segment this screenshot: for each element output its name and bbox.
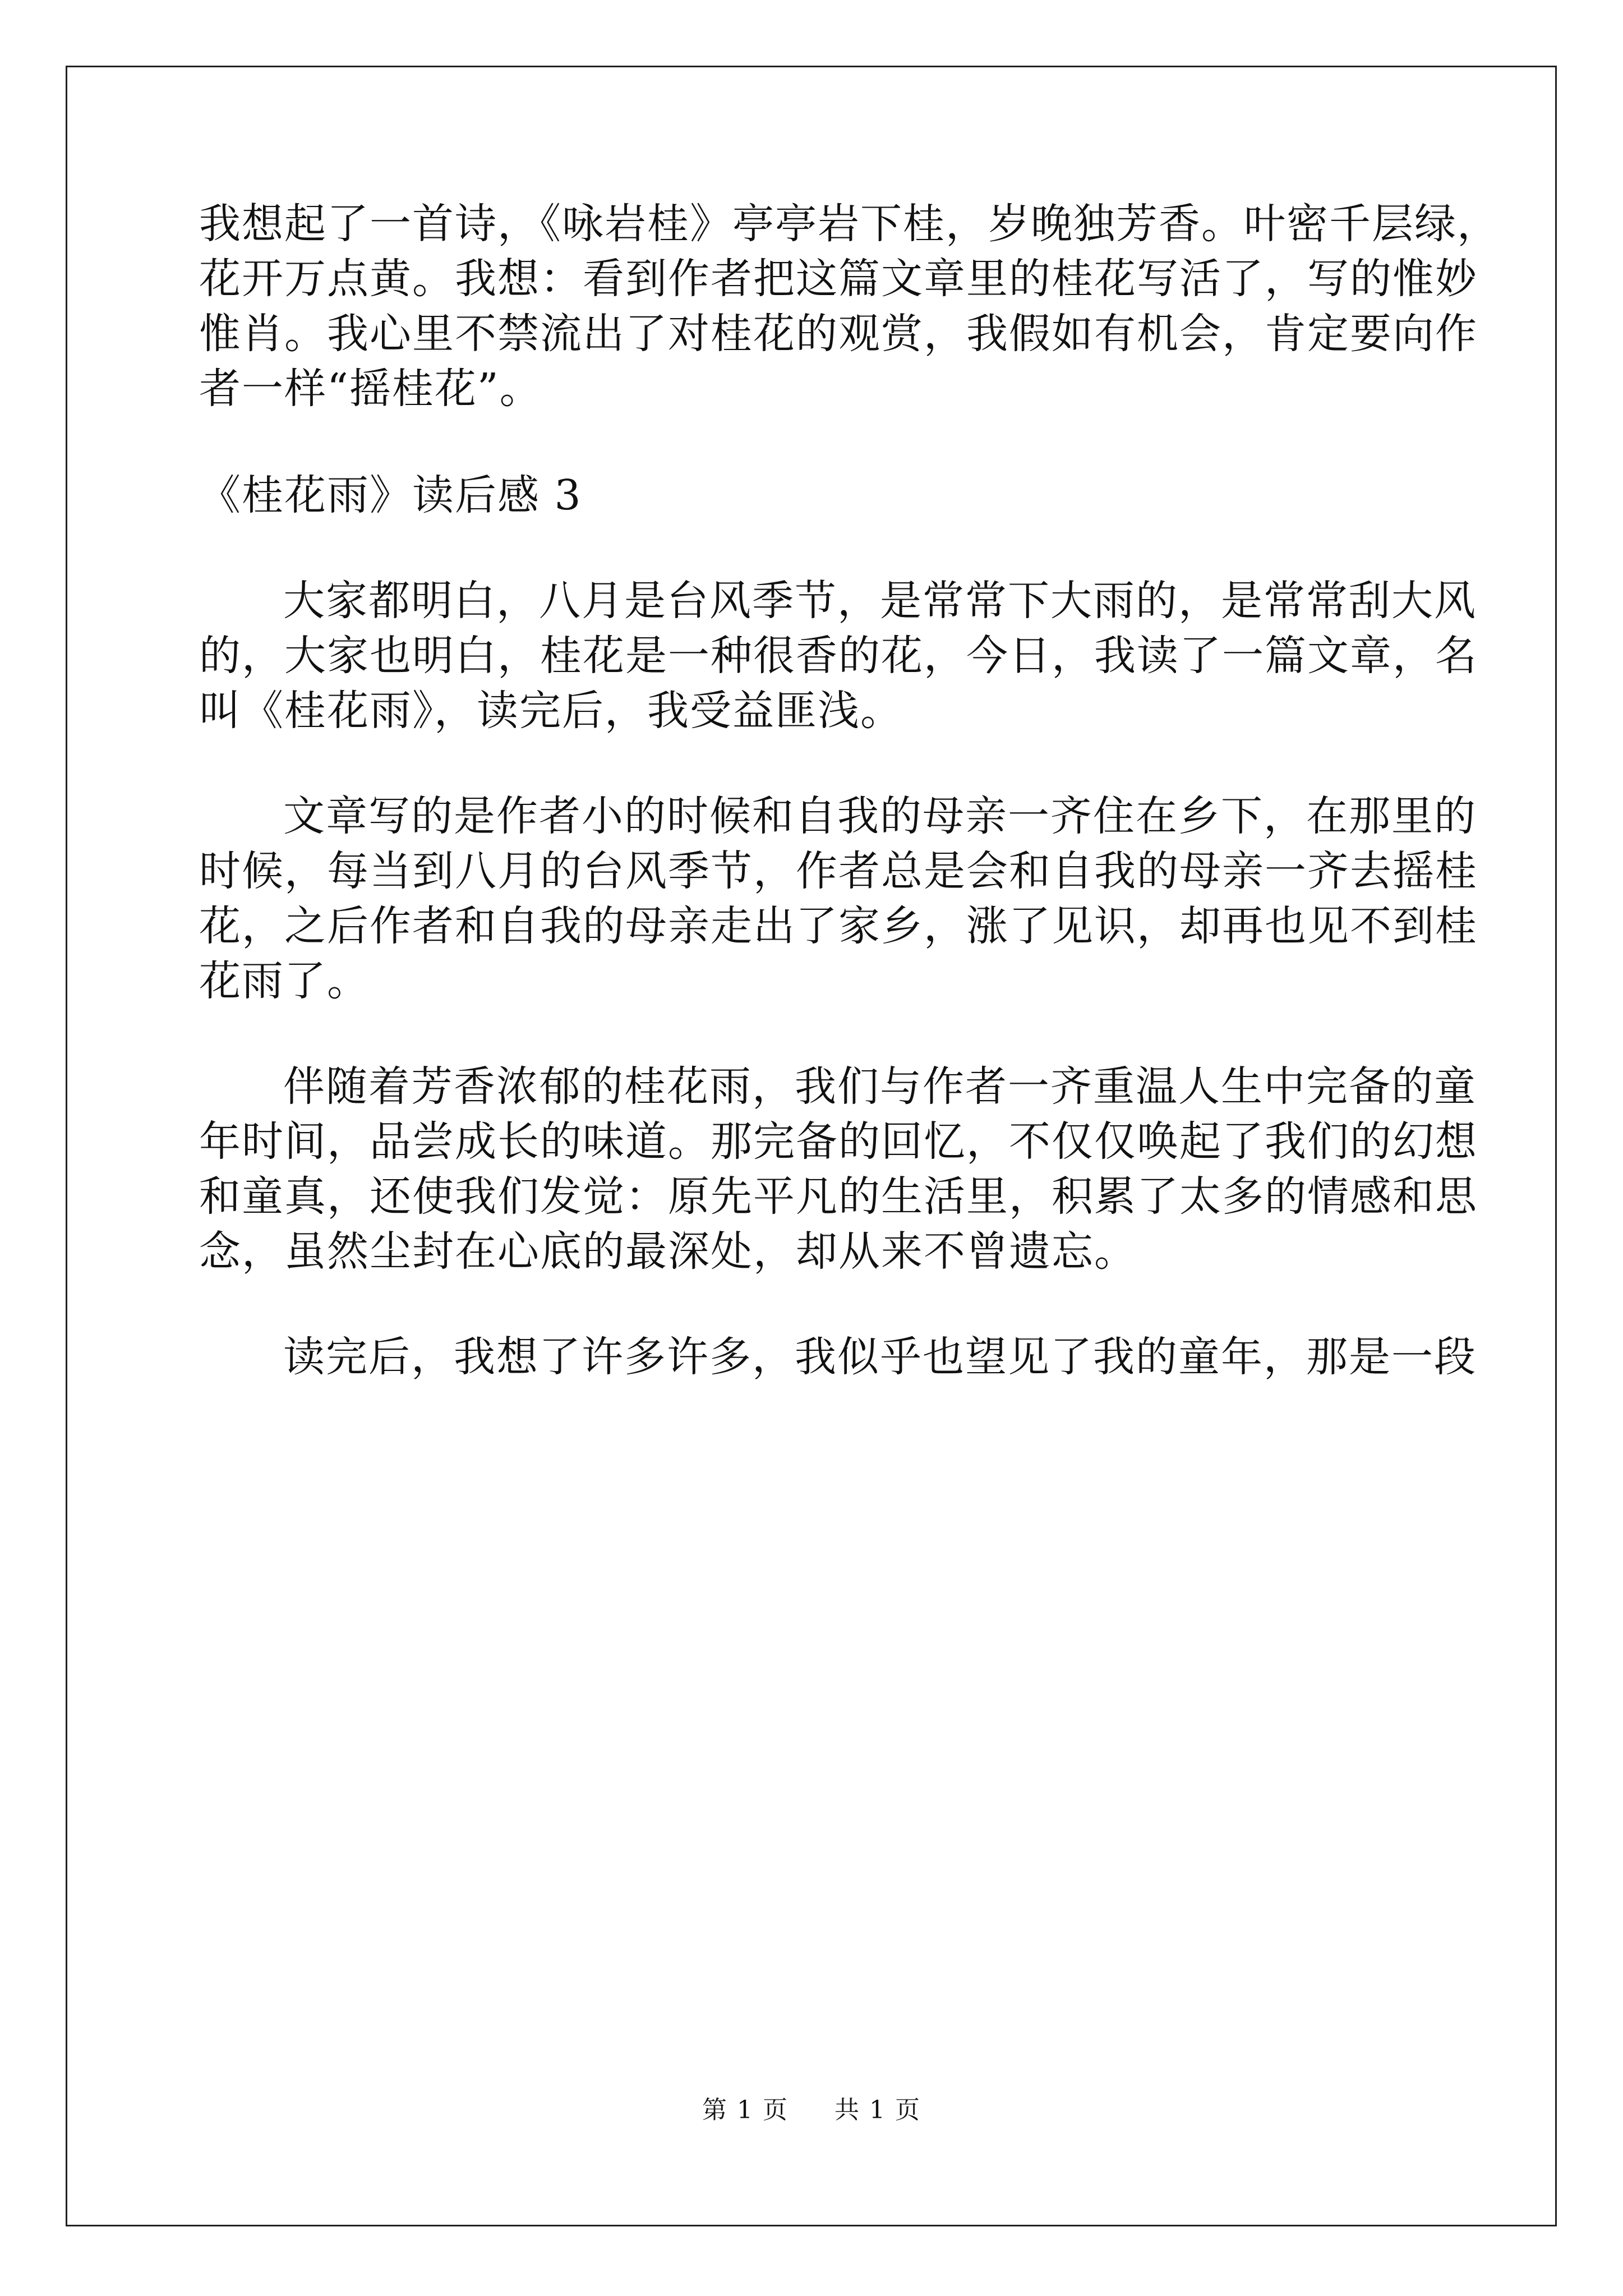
text-line: 叫《桂花雨》，读完后，我受益匪浅。 <box>199 687 903 735</box>
text-line: 我想起了一首诗，《咏岩桂》亭亭岩下桂，岁晚独芳香。叶密千层绿， <box>199 200 1500 248</box>
paragraph <box>199 573 1478 738</box>
page-number: 第 1 页 <box>702 2096 789 2124</box>
text-line: 年时间，品尝成长的味道。那完备的回忆，不仅仅唤起了我们的幻想 <box>199 1117 1478 1166</box>
text-line: 花雨了。 <box>199 957 370 1005</box>
text-line: 的，大家也明白，桂花是一种很香的花，今日，我读了一篇文章，名 <box>199 632 1478 680</box>
text-line: 时候，每当到八月的台风季节，作者总是会和自我的母亲一齐去摇桂 <box>199 847 1478 895</box>
page-total: 共 1 页 <box>834 2096 921 2124</box>
document-body <box>199 196 1500 1384</box>
paragraph <box>199 1329 1477 1384</box>
section-heading <box>199 468 1422 523</box>
text-line: 文章写的是作者小的时候和自我的母亲一齐住在乡下，在那里的 <box>283 792 1477 840</box>
text-line: 念，虽然尘封在心底的最深处，却从来不曾遗忘。 <box>199 1227 1137 1276</box>
text-line: 惟肖。我心里不禁流出了对桂花的观赏，我假如有机会，肯定要向作 <box>199 310 1478 358</box>
text-line: 花，之后作者和自我的母亲走出了家乡，涨了见识，却再也见不到桂 <box>199 902 1478 950</box>
heading-text: 《桂花雨》读后感 3 <box>199 471 582 519</box>
text-line: 花开万点黄。我想：看到作者把这篇文章里的桂花写活了，写的惟妙 <box>199 255 1478 303</box>
page-footer <box>0 2093 1623 2127</box>
paragraph <box>199 789 1478 1009</box>
text-line: 和童真，还使我们发觉：原先平凡的生活里，积累了太多的情感和思 <box>199 1172 1478 1221</box>
text-line: 读完后，我想了许多许多，我似乎也望见了我的童年，那是一段 <box>283 1333 1477 1381</box>
text-line: 伴随着芳香浓郁的桂花雨，我们与作者一齐重温人生中完备的童 <box>283 1062 1477 1111</box>
paragraph-continuation <box>199 196 1500 416</box>
text-line: 大家都明白，八月是台风季节，是常常下大雨的，是常常刮大风 <box>283 577 1477 625</box>
text-line: 者一样“摇桂花”。 <box>199 365 542 413</box>
paragraph <box>199 1059 1478 1279</box>
